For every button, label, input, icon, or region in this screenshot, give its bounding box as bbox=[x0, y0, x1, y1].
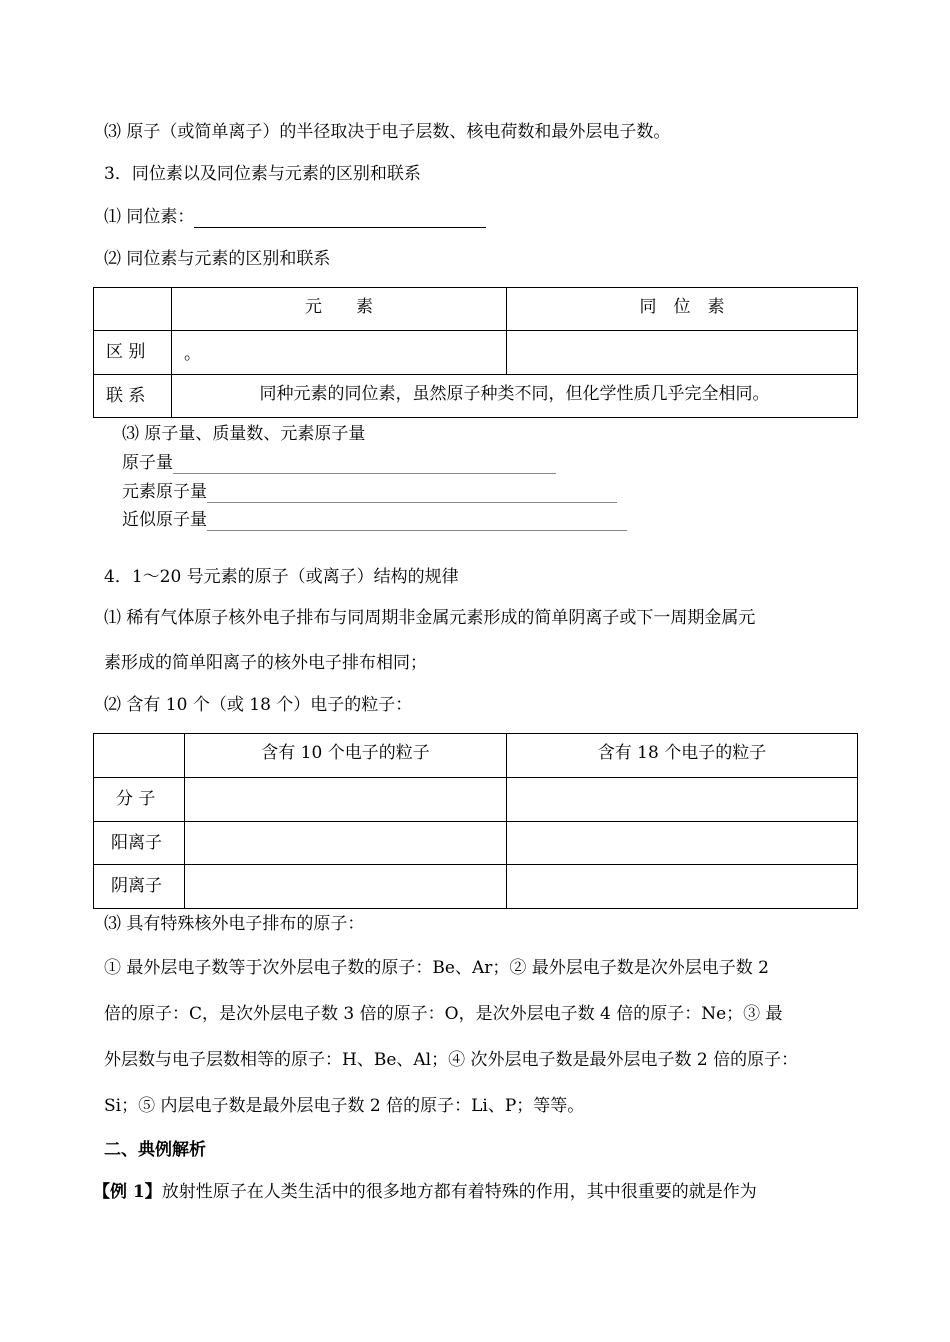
row-label: 联 系 bbox=[94, 375, 172, 418]
fill-blank[interactable] bbox=[207, 512, 627, 531]
fill-blank[interactable] bbox=[194, 209, 486, 228]
table-cell[interactable] bbox=[507, 865, 858, 909]
text-line: 素形成的简单阳离子的核外电子排布相同； bbox=[104, 653, 427, 673]
text-line: ⑶ 原子量、质量数、元素原子量 bbox=[122, 424, 366, 444]
table-corner bbox=[94, 734, 185, 778]
fill-blank[interactable] bbox=[207, 484, 617, 503]
table-cell[interactable] bbox=[507, 331, 858, 375]
table-header: 含有 10 个电子的粒子 bbox=[185, 734, 507, 778]
text-line: ⑵ 含有 10 个（或 18 个）电子的粒子： bbox=[104, 695, 413, 715]
table-cell[interactable] bbox=[185, 822, 507, 865]
table-cell[interactable] bbox=[507, 778, 858, 822]
text-line: ⑶ 具有特殊核外电子排布的原子： bbox=[104, 914, 365, 934]
table-cell[interactable]: 。 bbox=[172, 331, 507, 375]
table-header: 元 素 bbox=[172, 288, 507, 331]
table-corner bbox=[94, 288, 172, 331]
table-header: 含有 18 个电子的粒子 bbox=[507, 734, 858, 778]
text-line: ⑶ 原子（或简单离子）的半径取决于电子层数、核电荷数和最外层电子数。 bbox=[104, 122, 671, 142]
electron-particle-table bbox=[93, 733, 858, 909]
text-line bbox=[93, 1181, 757, 1203]
row-label: 阳离子 bbox=[94, 822, 185, 865]
text-line: ① 最外层电子数等于次外层电子数的原子：Be、Ar；② 最外层电子数是次外层电子数 2 bbox=[104, 958, 769, 978]
text-line: Si；⑤ 内层电子数是最外层电子数 2 倍的原子：Li、P；等等。 bbox=[104, 1096, 585, 1116]
table-header: 同 位 素 bbox=[507, 288, 858, 331]
section-heading: 4．1～20 号元素的原子（或离子）结构的规律 bbox=[104, 567, 459, 587]
text-line: 外层数与电子层数相等的原子：H、Be、Al；④ 次外层电子数是最外层电子数 2 倍的原子： bbox=[104, 1050, 799, 1070]
example-text: 放射性原子在人类生活中的很多地方都有着特殊的作用，其中很重要的就是作为 bbox=[161, 1182, 757, 1202]
table-cell: 同种元素的同位素，虽然原子种类不同，但化学性质几乎完全相同。 bbox=[172, 375, 858, 418]
section-heading: 3．同位素以及同位素与元素的区别和联系 bbox=[104, 164, 421, 184]
text-line bbox=[104, 206, 486, 228]
section-heading: 二、典例解析 bbox=[104, 1140, 206, 1160]
element-atomic-weight-label: 元素原子量 bbox=[122, 482, 207, 502]
table-cell[interactable] bbox=[185, 865, 507, 909]
example-label: 【例 1】 bbox=[93, 1182, 162, 1202]
approx-atomic-weight-label: 近似原子量 bbox=[122, 510, 207, 530]
table-cell[interactable] bbox=[507, 822, 858, 865]
text-line: 倍的原子：C，是次外层电子数 3 倍的原子：O，是次外层电子数 4 倍的原子：Ne；③ 最 bbox=[104, 1004, 783, 1024]
isotope-label: ⑴ 同位素： bbox=[104, 207, 195, 227]
fill-blank[interactable] bbox=[173, 455, 556, 474]
row-label: 阴离子 bbox=[94, 865, 185, 909]
text-line bbox=[122, 452, 556, 474]
row-label: 区 别 bbox=[94, 331, 172, 375]
isotope-element-table bbox=[93, 287, 858, 418]
text-line: ⑴ 稀有气体原子核外电子排布与同周期非金属元素形成的简单阴离子或下一周期金属元 bbox=[104, 608, 756, 628]
row-label: 分 子 bbox=[94, 778, 185, 822]
text-line bbox=[122, 481, 617, 503]
text-line: ⑵ 同位素与元素的区别和联系 bbox=[104, 249, 331, 269]
atomic-weight-label: 原子量 bbox=[122, 453, 173, 473]
table-cell[interactable] bbox=[185, 778, 507, 822]
text-line bbox=[122, 509, 627, 531]
